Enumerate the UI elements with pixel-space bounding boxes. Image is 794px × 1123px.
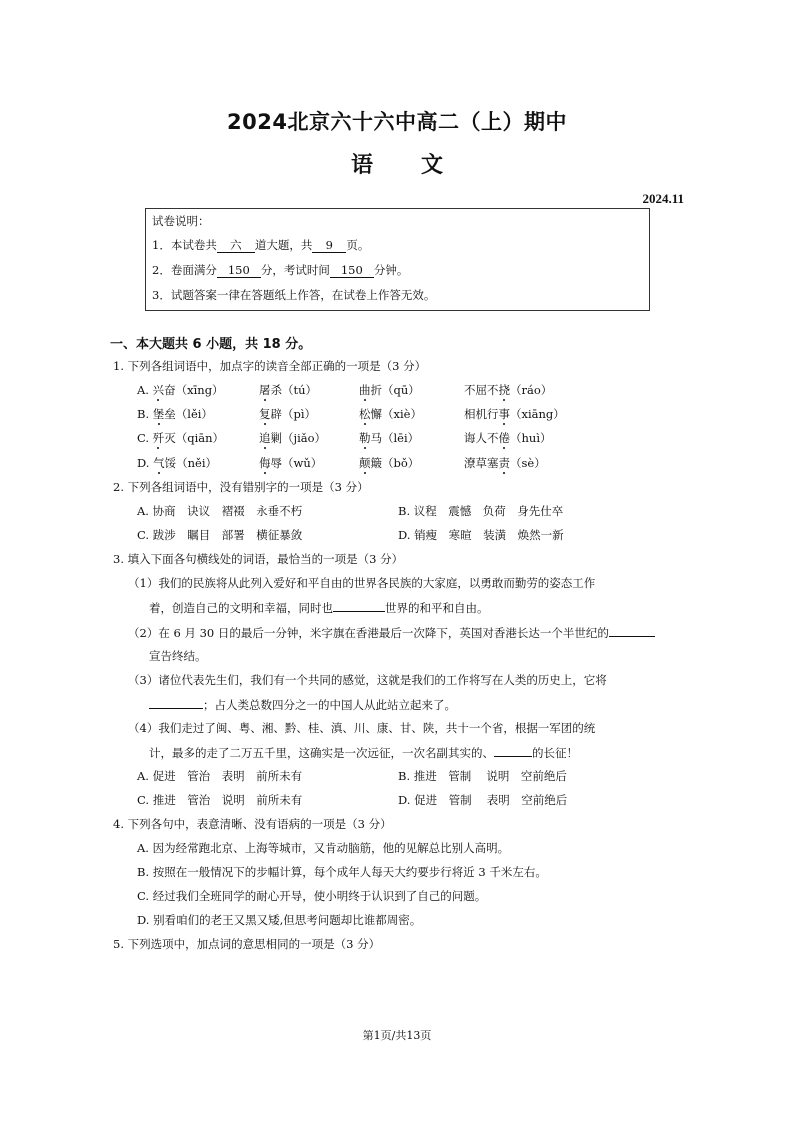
subject-heading xyxy=(0,148,794,179)
q4-option-d: D. 别看咱们的老王又黑又矮,但思考问题却比谁都周密。 xyxy=(137,913,422,927)
q4-option-b: B. 按照在一般情况下的步幅计算，每个成年人每天大约要步行将近 3 千米左右。 xyxy=(137,865,547,879)
instruction-1-text: 1．本试卷共 xyxy=(152,238,217,252)
dotted-char: 挠 xyxy=(498,383,510,397)
instruction-2-text: 2．卷面满分 xyxy=(152,263,217,277)
word-rest: 垒（lěi） xyxy=(164,407,213,421)
dotted-char: 侮 xyxy=(259,456,271,470)
dotted-char: 事 xyxy=(498,407,510,421)
q3-option-b: B. 推进 管制 说明 空前绝后 xyxy=(398,769,567,783)
q3-s2-text: （2）在 6 月 30 日的最后一分钟，米字旗在香港最后一次降下，英国对香港长达一个半世纪的 xyxy=(128,626,609,640)
page-count: 9 xyxy=(312,239,346,253)
subject-char-2: 文 xyxy=(421,153,444,178)
word-rest: 剿（jiǎo） xyxy=(270,431,327,445)
q3-blank-4 xyxy=(494,744,532,757)
word-rest: 懈（xiè） xyxy=(370,407,422,421)
word-prefix: 潦草塞 xyxy=(464,456,499,470)
dotted-char: 屠 xyxy=(259,383,271,397)
dotted-char: 堡 xyxy=(152,407,165,421)
q1-option-word-1 xyxy=(137,406,213,422)
instruction-3: 3．试题答案一律在答题纸上作答，在试卷上作答无效。 xyxy=(152,288,436,302)
q3-sentence-1: （1）我们的民族将从此列入爱好和平自由的世界各民族的大家庭，以勇敢而勤劳的姿态工作 xyxy=(128,576,596,590)
q1-option-word-3 xyxy=(359,455,419,471)
word-rest: 辟（pì） xyxy=(270,407,317,421)
dotted-char: 倦 xyxy=(498,431,510,445)
word-rest: （huì） xyxy=(510,431,552,445)
instruction-2-mid: 分，考试时间 xyxy=(260,263,330,277)
q1-option-word-2 xyxy=(259,382,317,398)
q3-sentence-2-cont: 宣告终结。 xyxy=(149,649,207,663)
word-rest: 灭（qiān） xyxy=(164,431,225,445)
q1-option-word-1 xyxy=(137,382,224,398)
instruction-2 xyxy=(152,262,408,278)
q1-option-word-3 xyxy=(359,430,419,446)
word-rest: （xiāng） xyxy=(510,407,565,421)
option-label: B. xyxy=(137,407,150,421)
full-score: 150 xyxy=(217,264,261,278)
q1-stem: 1. 下列各组词语中，加点字的读音全部正确的一项是（3 分） xyxy=(113,359,427,373)
option-label: C. xyxy=(137,431,150,445)
q4-stem: 4. 下列各句中，表意清晰、没有语病的一项是（3 分） xyxy=(113,817,392,831)
q3-sentence-2 xyxy=(128,624,655,641)
q1-option-word-1 xyxy=(137,430,224,446)
word-rest: 折（qū） xyxy=(370,383,420,397)
dotted-char: 气 xyxy=(153,456,165,470)
q3-stem: 3. 填入下面各句横线处的词语，最恰当的一项是（3 分） xyxy=(113,552,404,566)
exam-date: 2024.11 xyxy=(642,191,684,206)
dotted-char: 追 xyxy=(259,431,271,445)
instruction-1-end: 页。 xyxy=(346,238,370,252)
q3-s3-post: ；占人类总数四分之一的中国人从此站立起来了。 xyxy=(203,698,456,712)
q2-option-c: C. 跋涉 瞩目 部署 横征暴敛 xyxy=(137,528,303,542)
q2-option-a: A. 协商 诀议 褶裰 永垂不朽 xyxy=(137,504,303,518)
q4-option-a: A. 因为经常跑北京、上海等城市，又肯动脑筋，他的见解总比别人高明。 xyxy=(137,841,510,855)
q1-option-word-3 xyxy=(359,406,422,422)
q3-s1-pre: 着，创造自己的文明和幸福，同时也 xyxy=(149,601,333,615)
word-rest: 簸（bǒ） xyxy=(370,456,420,470)
instruction-1-mid: 道大题，共 xyxy=(254,238,313,252)
word-prefix: 诲人不 xyxy=(464,431,499,445)
dotted-char: 歼 xyxy=(152,431,165,445)
q3-sentence-4-cont xyxy=(149,744,578,761)
q1-option-word-2 xyxy=(259,406,316,422)
q3-s4-post: 的长征！ xyxy=(532,746,578,760)
exam-duration: 150 xyxy=(330,264,374,278)
subject-char-1: 语 xyxy=(350,153,373,178)
instructions-heading: 试卷说明： xyxy=(152,214,210,228)
q1-option-word-4 xyxy=(464,430,552,446)
q1-option-word-4 xyxy=(464,455,546,471)
dotted-char: 松 xyxy=(359,407,371,421)
word-rest: （sè） xyxy=(510,456,546,470)
word-rest: （ráo） xyxy=(510,383,553,397)
q2-stem: 2. 下列各组词语中，没有错别字的一项是（3 分） xyxy=(113,480,369,494)
word-rest: 辱（wǔ） xyxy=(270,456,323,470)
q3-blank-2 xyxy=(609,624,655,637)
dotted-char: 复 xyxy=(259,407,271,421)
dotted-char: 兴 xyxy=(152,383,165,397)
q2-option-b: B. 议程 震憾 负荷 身先仕卒 xyxy=(398,504,564,518)
section-1-title: 一、本大题共 6 小题，共 18 分。 xyxy=(110,337,312,352)
q1-option-word-4 xyxy=(464,406,565,422)
q1-option-word-3 xyxy=(359,382,420,398)
instructions-box xyxy=(145,208,650,311)
q1-option-word-1 xyxy=(137,455,217,471)
page-footer: 第1页/共13页 xyxy=(362,1029,432,1042)
q1-option-word-2 xyxy=(259,455,322,471)
q3-sentence-3-cont xyxy=(149,696,456,713)
q3-option-c: C. 推进 管治 说明 前所未有 xyxy=(137,793,303,807)
dotted-char: 勒 xyxy=(359,431,371,445)
instruction-1 xyxy=(152,237,369,253)
word-rest: 马（lēi） xyxy=(370,431,420,445)
dotted-char: 责 xyxy=(498,456,510,470)
q3-s1-post: 世界的和平和自由。 xyxy=(385,601,489,615)
q3-sentence-3: （3）诸位代表先生们，我们有一个共同的感觉，这就是我们的工作将写在人类的历史上，它将 xyxy=(128,673,607,687)
word-rest: 馁（něi） xyxy=(164,456,218,470)
q4-option-c: C. 经过我们全班同学的耐心开导，使小明终于认识到了自己的问题。 xyxy=(137,889,487,903)
q3-blank-1 xyxy=(333,599,385,612)
option-label: A. xyxy=(137,383,149,397)
word-prefix: 相机行 xyxy=(464,407,499,421)
word-rest: 杀（tú） xyxy=(270,383,318,397)
q3-option-a: A. 促进 管治 表明 前所未有 xyxy=(137,769,303,783)
q3-sentence-1-cont xyxy=(149,599,489,616)
q3-s4-pre: 计，最多的走了二万五千里，这确实是一次远征，一次名副其实的、 xyxy=(149,746,494,760)
word-prefix: 不屈不 xyxy=(464,383,499,397)
dotted-char: 颠 xyxy=(359,456,371,470)
instruction-2-end: 分钟。 xyxy=(373,263,409,277)
option-label: D. xyxy=(137,456,150,470)
exam-title: 2024北京六十六中高二（上）期中 xyxy=(227,110,567,134)
q5-stem: 5. 下列选项中，加点词的意思相同的一项是（3 分） xyxy=(113,937,381,951)
q3-option-d: D. 促进 管制 表明 空前绝后 xyxy=(398,793,568,807)
q1-option-word-4 xyxy=(464,382,552,398)
word-rest: 奋（xīng） xyxy=(164,383,224,397)
q3-blank-3 xyxy=(149,696,203,709)
question-count: 六 xyxy=(217,239,255,253)
q1-option-word-2 xyxy=(259,430,326,446)
q2-option-d: D. 销瘦 寒暄 装潢 焕然一新 xyxy=(398,528,564,542)
q3-sentence-4: （4）我们走过了闽、粤、湘、黔、桂、滇、川、康、甘、陕，共十一个省，根据一军团的统 xyxy=(128,721,596,735)
dotted-char: 曲 xyxy=(359,383,371,397)
